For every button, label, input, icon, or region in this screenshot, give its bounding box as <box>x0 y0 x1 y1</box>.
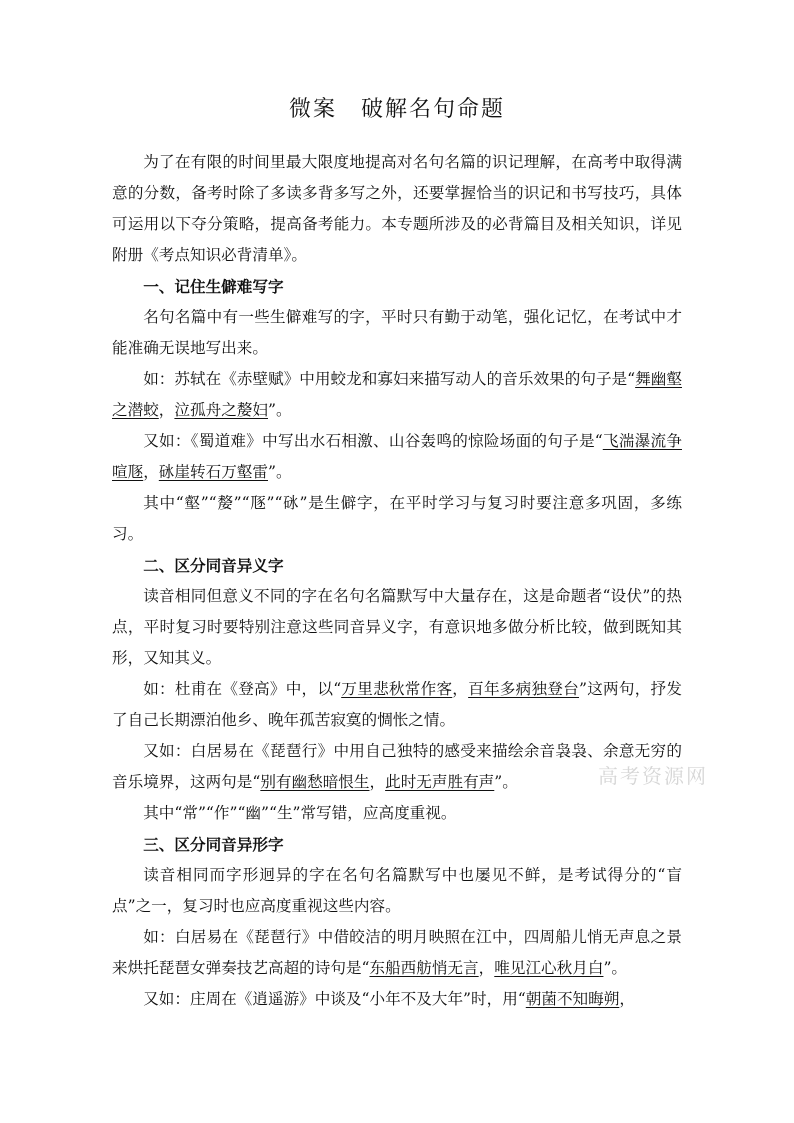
section-2-paragraph: 读音相同但意义不同的字在名句名篇默写中大量存在，这是命题者“设伏”的热点，平时复习时要特别注意这些同音异义字，有意识地多做分析比较，做到既知其形，又知其义。 <box>112 587 682 667</box>
quote-underlined: 万里悲秋常作客 <box>341 680 453 698</box>
section-1-note: 其中“壑”“嫠”“豗”“砯”是生僻字，在平时学习与复习时要注意多巩固，多练习。 <box>112 494 682 543</box>
quote-underlined: 舞幽壑之潜蛟 <box>112 370 682 419</box>
section-2-example-1: 如：杜甫在《登高》中，以“万里悲秋常作客，百年多病独登台”这两句，抒发了自己长期漂泊他乡、晚年孤苦寂寞的惆怅之情。 <box>112 680 682 729</box>
section-2-note: 其中“常”“作”“幽”“生”常写错，应高度重视。 <box>143 804 457 822</box>
section-3-example-2: 又如：庄周在《逍遥游》中谈及“小年不及大年”时，用“朝菌不知晦朔， <box>143 990 635 1008</box>
quote-underlined: 百年多病独登台 <box>468 680 579 698</box>
page-title: 微案 破解名句命题 <box>288 97 505 122</box>
section-heading-2: 二、区分同音异义字 <box>143 556 284 575</box>
quote-underlined: 唯见江心秋月白 <box>494 959 604 977</box>
section-3-example-1: 如：白居易在《琵琶行》中借皎洁的明月映照在江中，四周船儿悄无声息之景来烘托琵琶女弹奏技艺高超的诗句是“东船西舫悄无言，唯见江心秋月白”。 <box>112 928 682 977</box>
section-1-example-1: 如：苏轼在《赤壁赋》中用蛟龙和寡妇来描写动人的音乐效果的句子是“舞幽壑之潜蛟，泣孤舟之嫠妇”。 <box>112 370 682 419</box>
section-1-paragraph: 名句名篇中有一些生僻难写的字，平时只有勤于动笔，强化记忆，在考试中才能准确无误地写出来。 <box>112 308 682 357</box>
document-page <box>112 92 682 1015</box>
quote-underlined: 东船西舫悄无言 <box>369 959 479 977</box>
watermark: 高考资源网 <box>598 764 708 788</box>
section-heading-1: 一、记住生僻难写字 <box>143 277 284 296</box>
section-1-example-2: 又如：《蜀道难》中写出水石相激、山谷轰鸣的惊险场面的句子是“飞湍瀑流争喧豗，砯崖转石万壑雷”。 <box>112 432 682 481</box>
quote-underlined: 泣孤舟之嫠妇 <box>174 401 268 419</box>
section-heading-3: 三、区分同音异形字 <box>143 835 284 854</box>
quote-underlined: 飞湍瀑流争喧豗 <box>112 432 682 481</box>
section-2-example-2: 又如：白居易在《琵琶行》中用自己独特的感受来描绘余音袅袅、余意无穷的音乐境界，这两句是“别有幽愁暗恨生，此时无声胜有声”。 <box>112 742 682 791</box>
section-3-paragraph: 读音相同而字形迥异的字在名句名篇默写中也屡见不鲜，是考试得分的“盲点”之一，复习时也应高度重视这些内容。 <box>112 866 682 915</box>
quote-underlined: 别有幽愁暗恨生 <box>260 773 370 791</box>
intro-paragraph: 为了在有限的时间里最大限度地提高对名句名篇的识记理解，在高考中取得满意的分数，备考时除了多读多背多写之外，还要掌握恰当的识记和书写技巧，具体可运用以下夺分策略，提高备考能力。本专题所涉及的必背篇目及相关知识，详见附册《考点知识必背清单》。 <box>112 153 682 264</box>
quote-underlined: 此时无声胜有声 <box>385 773 495 791</box>
quote-underlined: 砯崖转石万壑雷 <box>158 463 268 481</box>
quote-underlined: 朝菌不知晦朔 <box>525 990 620 1008</box>
